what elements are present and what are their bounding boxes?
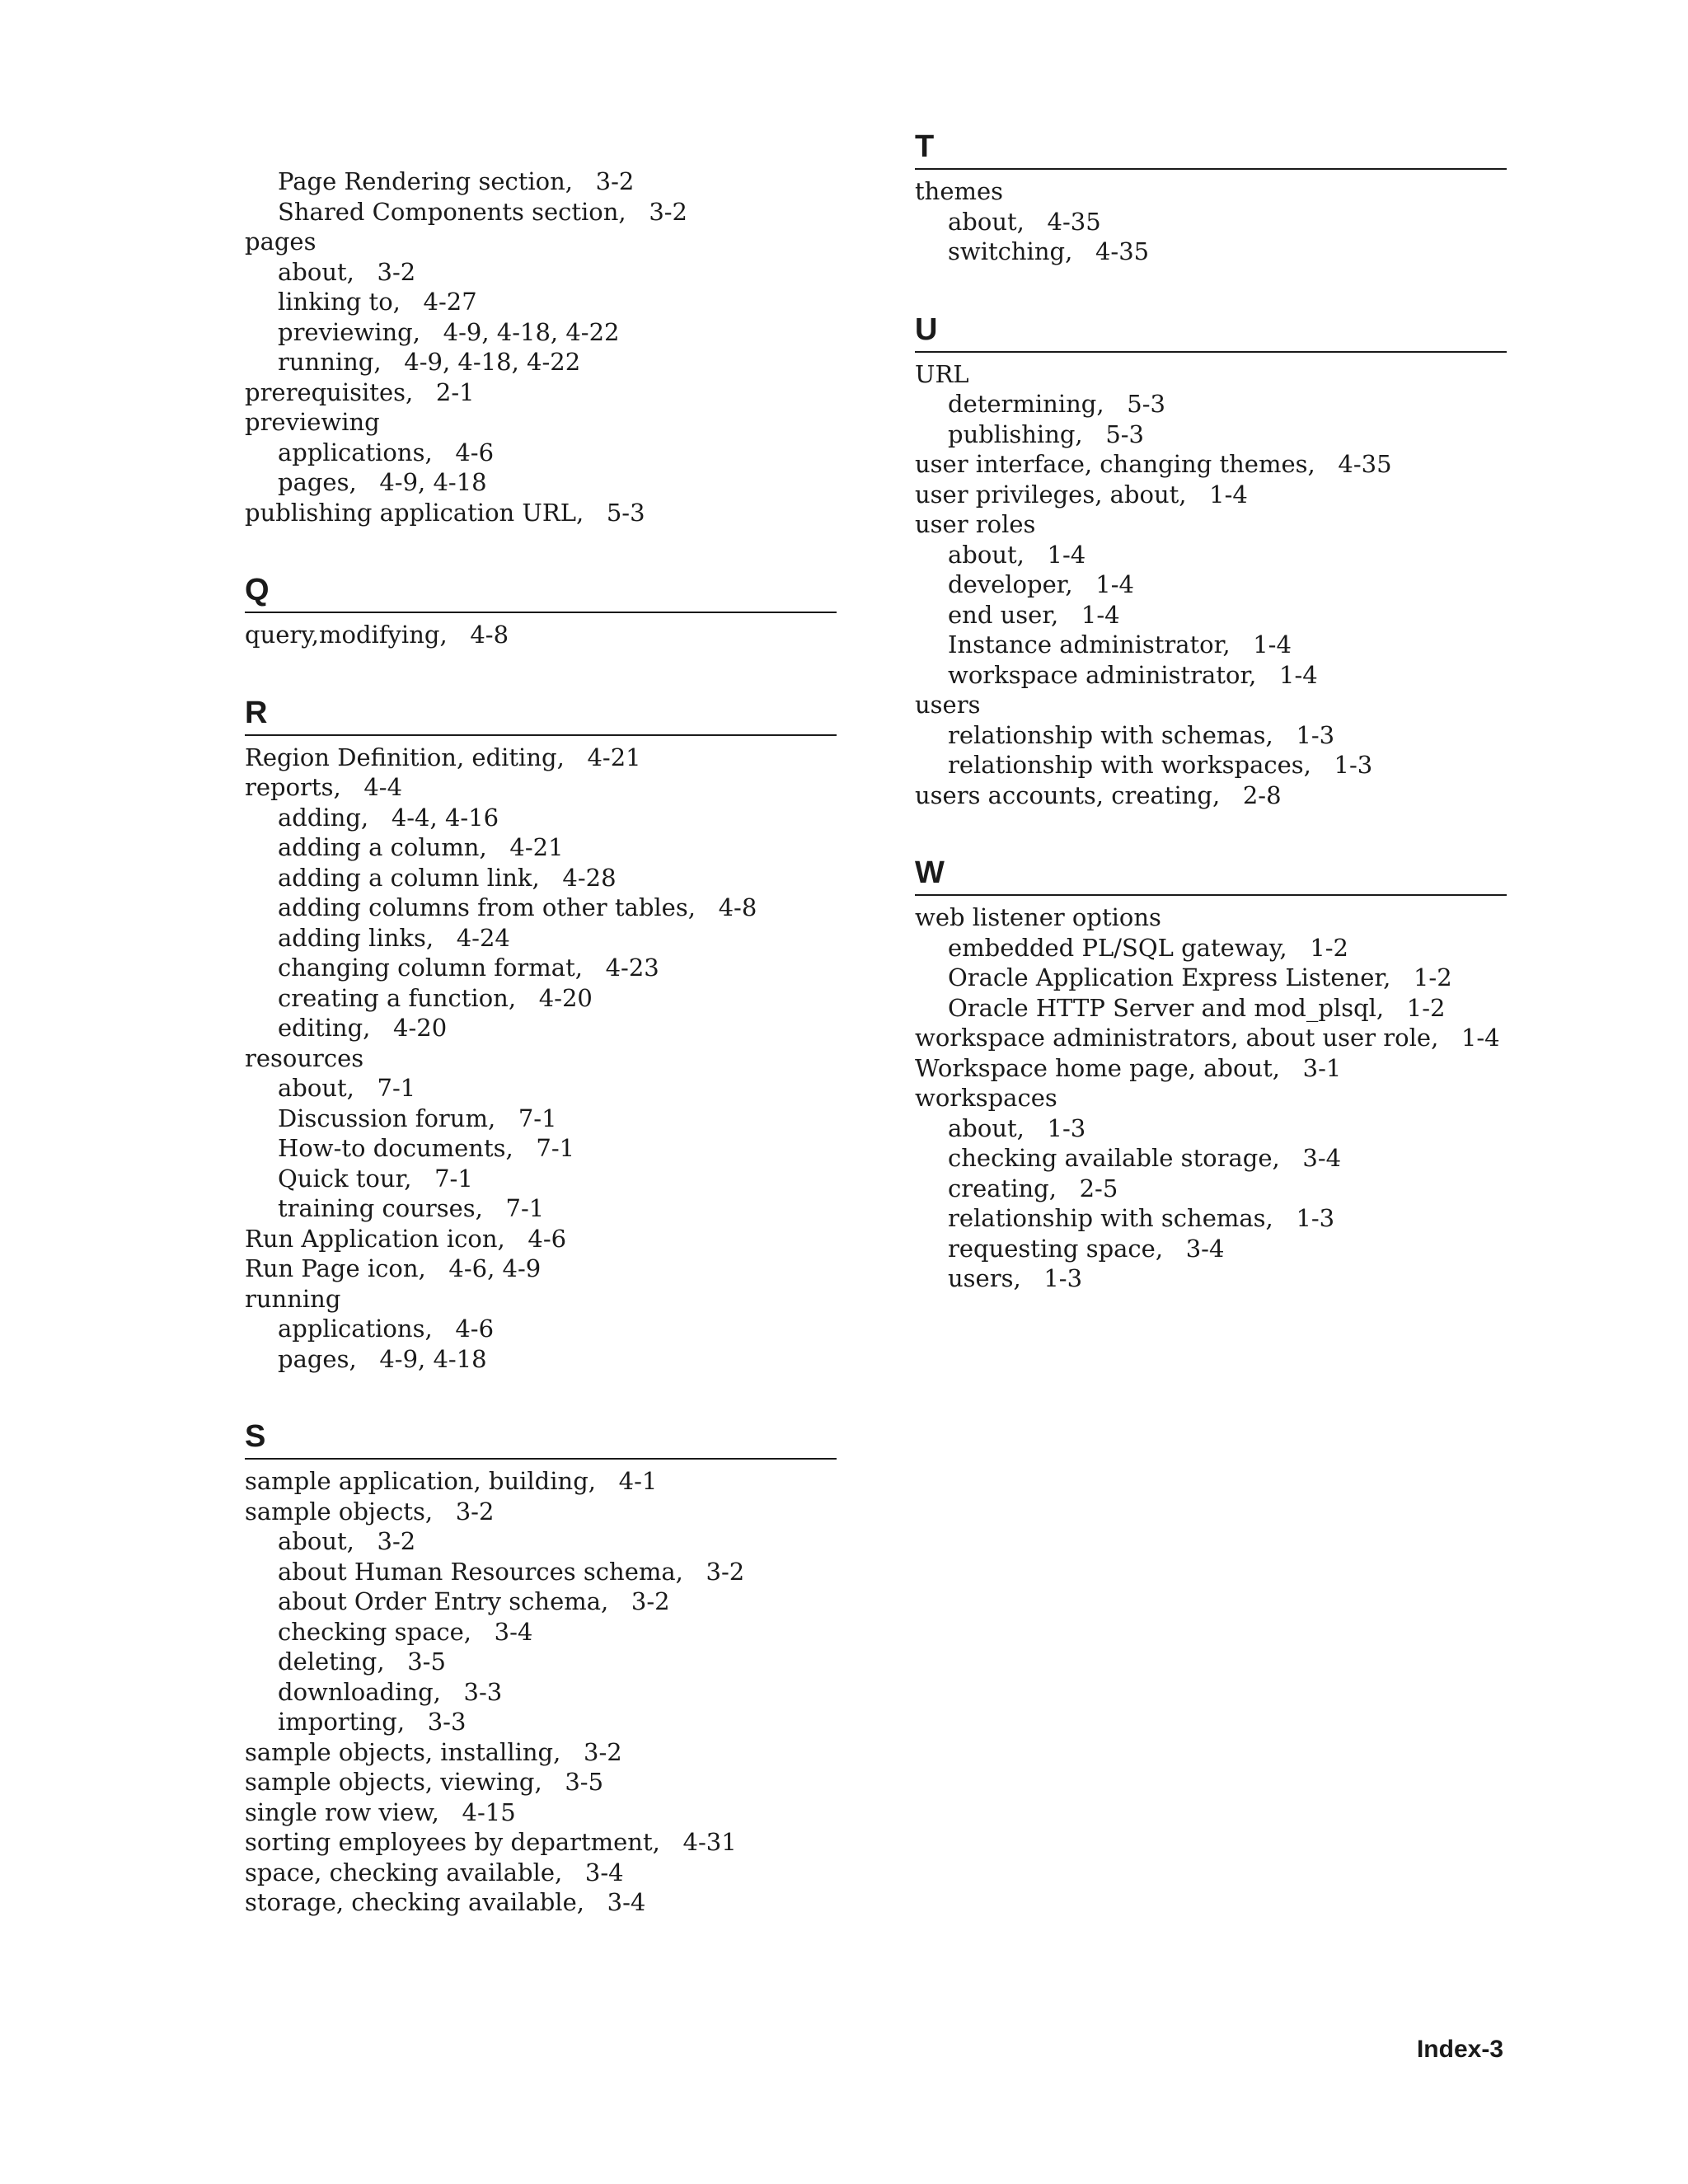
index-term: about, bbox=[948, 540, 1025, 569]
index-term: requesting space, bbox=[948, 1234, 1164, 1263]
page-reference[interactable]: 3-1 bbox=[1302, 1053, 1342, 1082]
page-reference[interactable]: 4-35 bbox=[1047, 207, 1101, 236]
page-reference[interactable]: 4-9, 4-18, 4-22 bbox=[404, 348, 581, 376]
index-entry bbox=[245, 1224, 837, 1254]
index-term: developer, bbox=[948, 570, 1073, 598]
page-reference[interactable]: 7-1 bbox=[434, 1164, 473, 1193]
index-subentry bbox=[915, 963, 1507, 993]
page-reference[interactable]: 4-6 bbox=[455, 438, 495, 466]
page-reference[interactable]: 4-23 bbox=[605, 954, 659, 982]
index-term: resources bbox=[245, 1043, 364, 1072]
page-reference[interactable]: 3-2 bbox=[706, 1557, 745, 1586]
index-entry bbox=[245, 1858, 837, 1888]
index-term: sample objects, bbox=[245, 1497, 434, 1526]
index-subentry bbox=[245, 438, 837, 468]
index-subentry bbox=[915, 1234, 1507, 1264]
page-reference[interactable]: 4-20 bbox=[393, 1014, 448, 1042]
page-reference[interactable]: 4-8 bbox=[718, 893, 757, 921]
index-subentry bbox=[915, 600, 1507, 630]
page-reference[interactable]: 3-3 bbox=[463, 1677, 503, 1706]
page-reference[interactable]: 4-21 bbox=[587, 743, 641, 771]
page-reference[interactable]: 3-3 bbox=[427, 1708, 467, 1736]
page-reference[interactable]: 2-1 bbox=[435, 377, 475, 406]
index-term: relationship with schemas, bbox=[948, 720, 1273, 749]
index-term: editing, bbox=[278, 1014, 371, 1042]
index-subentry bbox=[245, 1164, 837, 1194]
index-subentry bbox=[245, 1073, 837, 1104]
index-entry bbox=[915, 359, 1507, 390]
index-subentry bbox=[915, 933, 1507, 963]
page-reference[interactable]: 7-1 bbox=[518, 1104, 557, 1132]
index-term: Region Definition, editing, bbox=[245, 743, 565, 771]
index-subentry bbox=[915, 207, 1507, 237]
index-term: previewing bbox=[245, 408, 380, 436]
index-term: training courses, bbox=[278, 1194, 483, 1222]
index-subentry bbox=[245, 257, 837, 288]
page-reference[interactable]: 3-4 bbox=[607, 1888, 646, 1916]
index-entry bbox=[915, 1083, 1507, 1113]
index-subentry bbox=[245, 197, 837, 227]
index-term: end user, bbox=[948, 600, 1059, 629]
section-letter-heading: R bbox=[245, 691, 837, 736]
index-subentry bbox=[915, 660, 1507, 691]
index-term: workspaces bbox=[915, 1084, 1057, 1112]
index-entry bbox=[245, 743, 837, 773]
index-term: adding a column link, bbox=[278, 863, 540, 892]
page-reference[interactable]: 4-35 bbox=[1095, 237, 1150, 265]
index-subentry bbox=[245, 953, 837, 983]
index-subentry bbox=[245, 1617, 837, 1647]
index-subentry bbox=[245, 317, 837, 348]
page-reference[interactable]: 1-4 bbox=[1047, 540, 1086, 569]
index-entry bbox=[245, 772, 837, 803]
index-subentry bbox=[915, 1113, 1507, 1144]
page-reference[interactable]: 1-4 bbox=[1279, 660, 1318, 689]
index-subentry bbox=[245, 1557, 837, 1587]
index-entry bbox=[245, 227, 837, 257]
page-reference[interactable]: 4-6 bbox=[528, 1224, 567, 1253]
index-term: single row view, bbox=[245, 1797, 439, 1826]
page-reference[interactable]: 1-2 bbox=[1310, 933, 1349, 962]
index-subentry bbox=[245, 1013, 837, 1043]
index-entry bbox=[245, 407, 837, 438]
index-subentry bbox=[245, 803, 837, 833]
page-reference[interactable]: 1-3 bbox=[1296, 1204, 1335, 1232]
index-entry bbox=[245, 1043, 837, 1074]
index-subentry bbox=[915, 1174, 1507, 1204]
index-term: Shared Components section, bbox=[278, 197, 626, 226]
index-term: adding links, bbox=[278, 923, 434, 952]
index-term: running, bbox=[278, 348, 382, 376]
page-reference[interactable]: 4-4, 4-16 bbox=[391, 803, 499, 832]
index-term: publishing, bbox=[948, 419, 1083, 448]
index-term: embedded PL/SQL gateway, bbox=[948, 933, 1287, 962]
page-reference[interactable]: 3-2 bbox=[595, 167, 635, 195]
page-reference[interactable]: 4-24 bbox=[456, 923, 510, 952]
index-subentry bbox=[915, 419, 1507, 450]
index-term: switching, bbox=[948, 237, 1073, 265]
page-reference[interactable]: 4-35 bbox=[1338, 450, 1392, 478]
index-subentry bbox=[245, 287, 837, 317]
index-subentry bbox=[915, 389, 1507, 419]
index-term: linking to, bbox=[278, 288, 401, 316]
page-reference[interactable]: 3-4 bbox=[494, 1617, 533, 1646]
index-term: about, bbox=[948, 1113, 1025, 1142]
index-term: downloading, bbox=[278, 1677, 441, 1706]
index-entry bbox=[915, 449, 1507, 480]
index-term: relationship with schemas, bbox=[948, 1204, 1273, 1232]
page-reference[interactable]: 2-8 bbox=[1242, 780, 1282, 809]
index-term: previewing, bbox=[278, 317, 420, 346]
page-reference[interactable]: 3-4 bbox=[1185, 1234, 1225, 1263]
section-letter-heading: S bbox=[245, 1415, 837, 1460]
page-reference[interactable]: 4-21 bbox=[509, 833, 564, 861]
index-term: storage, checking available, bbox=[245, 1888, 584, 1916]
section-letter-heading: Q bbox=[245, 569, 837, 613]
index-subentry bbox=[245, 1526, 837, 1557]
index-subentry bbox=[915, 569, 1507, 600]
index-term: user roles bbox=[915, 510, 1036, 538]
section-letter-heading: T bbox=[915, 125, 1507, 170]
section-letter-heading: W bbox=[915, 851, 1507, 896]
index-subentry bbox=[245, 1677, 837, 1708]
index-entry bbox=[915, 780, 1507, 811]
page-reference[interactable]: 3-2 bbox=[584, 1737, 622, 1766]
index-entry bbox=[915, 1023, 1507, 1053]
index-entry bbox=[245, 498, 837, 528]
index-term: deleting, bbox=[278, 1647, 385, 1675]
index-term: user privileges, about, bbox=[915, 480, 1187, 509]
index-term: creating, bbox=[948, 1174, 1057, 1202]
index-term: running bbox=[245, 1284, 341, 1313]
index-subentry bbox=[915, 1143, 1507, 1174]
index-section-q bbox=[245, 569, 837, 650]
page-reference[interactable]: 1-4 bbox=[1209, 480, 1248, 509]
index-subentry bbox=[915, 750, 1507, 780]
page-reference[interactable]: 7-1 bbox=[536, 1134, 575, 1162]
index-entry bbox=[245, 1827, 837, 1858]
index-subentry bbox=[245, 1647, 837, 1677]
index-section-t bbox=[915, 125, 1507, 267]
index-term: Run Page icon, bbox=[245, 1254, 426, 1282]
page-reference[interactable]: 4-4 bbox=[363, 773, 403, 801]
page-reference[interactable]: 3-2 bbox=[631, 1587, 670, 1615]
index-subentry bbox=[245, 832, 837, 863]
index-term: user interface, changing themes, bbox=[915, 450, 1315, 478]
index-term: about Human Resources schema, bbox=[278, 1557, 683, 1586]
index-subentry bbox=[245, 1193, 837, 1224]
page-reference[interactable]: 1-4 bbox=[1095, 570, 1134, 598]
page-reference[interactable]: 1-3 bbox=[1047, 1113, 1086, 1142]
page-reference[interactable]: 1-4 bbox=[1081, 600, 1120, 629]
index-subentry bbox=[245, 467, 837, 498]
index-subentry bbox=[245, 1344, 837, 1375]
index-term: applications, bbox=[278, 1315, 433, 1343]
index-term: checking space, bbox=[278, 1617, 471, 1646]
index-term: pages, bbox=[278, 468, 357, 496]
index-term: Discussion forum, bbox=[278, 1104, 496, 1132]
page-reference[interactable]: 5-3 bbox=[1105, 419, 1145, 448]
index-entry bbox=[915, 902, 1507, 933]
index-term: about, bbox=[948, 207, 1025, 236]
page-reference[interactable]: 1-3 bbox=[1296, 720, 1335, 749]
index-term: themes bbox=[915, 177, 1004, 205]
index-term: adding a column, bbox=[278, 833, 487, 861]
index-entry bbox=[245, 1767, 837, 1797]
index-term: reports, bbox=[245, 773, 341, 801]
index-term: web listener options bbox=[915, 903, 1161, 931]
index-subentry bbox=[245, 1586, 837, 1617]
page-reference[interactable]: 3-4 bbox=[1302, 1144, 1342, 1172]
index-term: Instance administrator, bbox=[948, 630, 1231, 658]
index-section-w bbox=[915, 851, 1507, 1294]
index-term: How-to documents, bbox=[278, 1134, 513, 1162]
index-entry bbox=[915, 1053, 1507, 1084]
page-reference[interactable]: 3-2 bbox=[377, 1527, 416, 1555]
page-reference[interactable]: 1-3 bbox=[1043, 1264, 1083, 1292]
index-subentry bbox=[245, 863, 837, 893]
index-entry bbox=[245, 1466, 837, 1497]
page-reference[interactable]: 5-3 bbox=[606, 498, 645, 527]
index-term: pages bbox=[245, 227, 316, 255]
index-term: determining, bbox=[948, 390, 1104, 418]
index-term: adding, bbox=[278, 803, 369, 832]
index-subentry bbox=[915, 720, 1507, 751]
page-reference[interactable]: 4-9, 4-18 bbox=[379, 1344, 487, 1373]
index-term: about, bbox=[278, 1074, 354, 1102]
index-subentry bbox=[245, 1314, 837, 1344]
index-term: workspace administrators, about user role, bbox=[915, 1024, 1439, 1052]
page-reference[interactable]: 4-8 bbox=[470, 621, 509, 649]
index-term: sample application, building, bbox=[245, 1467, 596, 1495]
index-entry bbox=[245, 1497, 837, 1527]
index-column-left bbox=[245, 166, 837, 1918]
page-reference[interactable]: 7-1 bbox=[377, 1074, 416, 1102]
page-reference[interactable]: 4-28 bbox=[562, 863, 617, 892]
index-term: pages, bbox=[278, 1344, 357, 1373]
page-number: Index-3 bbox=[1416, 2036, 1503, 2063]
index-subentry bbox=[915, 1203, 1507, 1234]
index-subentry bbox=[915, 993, 1507, 1024]
index-term: users accounts, creating, bbox=[915, 780, 1221, 809]
page-reference[interactable]: 1-4 bbox=[1253, 630, 1292, 658]
index-term: relationship with workspaces, bbox=[948, 751, 1311, 779]
index-term: about, bbox=[278, 257, 354, 286]
index-subentry bbox=[245, 983, 837, 1014]
page-reference[interactable]: 4-20 bbox=[538, 983, 593, 1012]
page-reference[interactable]: 5-3 bbox=[1127, 390, 1165, 418]
index-term: space, checking available, bbox=[245, 1858, 563, 1886]
index-subentry bbox=[915, 1263, 1507, 1294]
page-reference[interactable]: 1-3 bbox=[1334, 751, 1373, 779]
index-subentry bbox=[245, 1707, 837, 1737]
page-reference[interactable]: 3-2 bbox=[455, 1497, 495, 1526]
index-subentry bbox=[915, 540, 1507, 570]
index-term: Oracle Application Express Listener, bbox=[948, 963, 1391, 991]
index-term: importing, bbox=[278, 1708, 406, 1736]
page-reference[interactable]: 1-4 bbox=[1461, 1024, 1500, 1052]
index-section-u bbox=[915, 308, 1507, 811]
index-term: creating a function, bbox=[278, 983, 517, 1012]
page-reference[interactable]: 3-5 bbox=[407, 1647, 446, 1675]
index-subentry bbox=[245, 1133, 837, 1164]
index-entry bbox=[245, 620, 837, 650]
page-reference[interactable]: 4-9, 4-18, 4-22 bbox=[443, 317, 620, 346]
index-entry bbox=[245, 1284, 837, 1315]
index-entry bbox=[245, 1737, 837, 1768]
index-subentry bbox=[915, 237, 1507, 267]
index-term: Workspace home page, about, bbox=[915, 1053, 1280, 1082]
index-term: prerequisites, bbox=[245, 377, 414, 406]
index-entry bbox=[245, 1887, 837, 1918]
index-subentry bbox=[245, 166, 837, 197]
index-subentry bbox=[245, 893, 837, 923]
page-reference[interactable]: 4-15 bbox=[462, 1797, 516, 1826]
index-term: applications, bbox=[278, 438, 433, 466]
index-entry bbox=[245, 377, 837, 408]
page-reference[interactable]: 4-27 bbox=[423, 288, 477, 316]
page-reference[interactable]: 4-9, 4-18 bbox=[379, 468, 487, 496]
index-term: users bbox=[915, 691, 981, 719]
index-term: Oracle HTTP Server and mod_plsql, bbox=[948, 993, 1385, 1022]
page-reference[interactable]: 7-1 bbox=[505, 1194, 545, 1222]
section-letter-heading: U bbox=[915, 308, 1507, 353]
index-entry bbox=[915, 176, 1507, 207]
index-term: query,modifying, bbox=[245, 621, 448, 649]
index-term: URL bbox=[915, 359, 969, 388]
index-term: Run Application icon, bbox=[245, 1224, 505, 1253]
page-reference[interactable]: 1-2 bbox=[1413, 963, 1452, 991]
index-term: Quick tour, bbox=[278, 1164, 412, 1193]
index-entry bbox=[915, 690, 1507, 720]
index-subentry bbox=[245, 923, 837, 954]
index-term: about Order Entry schema, bbox=[278, 1587, 609, 1615]
index-term: checking available storage, bbox=[948, 1144, 1280, 1172]
index-term: changing column format, bbox=[278, 954, 583, 982]
page-reference[interactable]: 3-2 bbox=[649, 197, 688, 226]
index-term: publishing application URL, bbox=[245, 498, 584, 527]
index-subentry bbox=[245, 347, 837, 377]
index-term: sample objects, installing, bbox=[245, 1737, 561, 1766]
page-reference[interactable]: 4-6 bbox=[455, 1315, 495, 1343]
index-term: adding columns from other tables, bbox=[278, 893, 696, 921]
index-entry bbox=[245, 1254, 837, 1284]
page-reference[interactable]: 3-2 bbox=[377, 257, 416, 286]
index-term: workspace administrator, bbox=[948, 660, 1257, 689]
index-column-right bbox=[915, 129, 1507, 1294]
index-section-s bbox=[245, 1415, 837, 1918]
index-term: Page Rendering section, bbox=[278, 167, 574, 195]
index-subentry bbox=[245, 1104, 837, 1134]
index-section-r bbox=[245, 691, 837, 1375]
page-reference[interactable]: 3-4 bbox=[584, 1858, 624, 1886]
index-section-continued bbox=[245, 166, 837, 527]
page-reference[interactable]: 2-5 bbox=[1079, 1174, 1118, 1202]
index-term: about, bbox=[278, 1527, 354, 1555]
index-term: users, bbox=[948, 1264, 1021, 1292]
page-reference[interactable]: 1-2 bbox=[1406, 993, 1446, 1022]
page-reference[interactable]: 3-5 bbox=[565, 1768, 604, 1796]
index-subentry bbox=[915, 630, 1507, 660]
index-entry bbox=[245, 1797, 837, 1828]
index-term: sorting employees by department, bbox=[245, 1828, 660, 1856]
page-reference[interactable]: 4-6, 4-9 bbox=[448, 1254, 542, 1282]
page-reference[interactable]: 4-1 bbox=[618, 1467, 658, 1495]
page-reference[interactable]: 4-31 bbox=[682, 1828, 737, 1856]
index-entry bbox=[915, 509, 1507, 540]
index-entry bbox=[915, 480, 1507, 510]
index-term: sample objects, viewing, bbox=[245, 1768, 542, 1796]
